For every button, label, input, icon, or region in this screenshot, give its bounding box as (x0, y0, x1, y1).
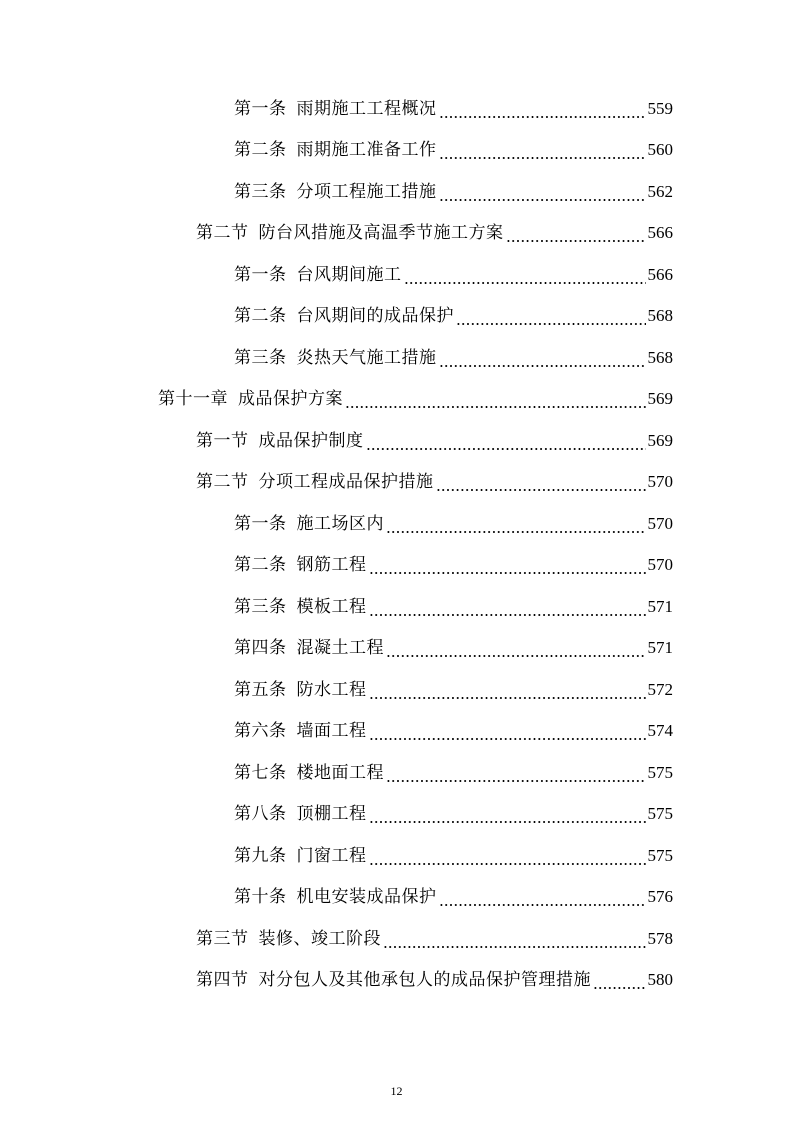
toc-dot-leader (439, 139, 646, 161)
toc-entry-page: 570 (647, 555, 673, 575)
toc-entry-number: 第二条 (234, 140, 287, 161)
toc-entry-page: 560 (647, 140, 673, 160)
toc-dot-leader (439, 98, 646, 120)
toc-entry-page: 571 (647, 638, 673, 658)
toc-entry-title: 雨期施工准备工作 (296, 140, 437, 161)
toc-dot-leader (439, 886, 646, 908)
toc-entry[interactable] (0, 88, 793, 130)
toc-entry[interactable] (0, 171, 793, 213)
toc-dot-leader (506, 222, 646, 244)
toc-dot-leader (386, 637, 646, 659)
toc-entry[interactable] (0, 835, 793, 877)
toc-entry[interactable] (0, 752, 793, 794)
toc-entry-page: 578 (647, 928, 673, 948)
toc-entry[interactable] (0, 960, 793, 1002)
toc-entry-number: 第一条 (234, 513, 287, 534)
toc-entry-page: 568 (647, 306, 673, 326)
toc-entry-page: 570 (647, 472, 673, 492)
toc-entry-title: 混凝土工程 (296, 638, 384, 659)
toc-entry-title: 模板工程 (296, 596, 367, 617)
toc-entry-number: 第五条 (234, 679, 287, 700)
toc-dot-leader (366, 430, 646, 452)
toc-entry-title: 成品保护制度 (258, 430, 364, 451)
toc-dot-leader (369, 803, 646, 825)
toc-entry[interactable] (0, 794, 793, 836)
toc-entry-page: 571 (647, 596, 673, 616)
toc-entry[interactable] (0, 918, 793, 960)
toc-entry-title: 装修、竣工阶段 (258, 928, 381, 949)
toc-entry[interactable] (0, 877, 793, 919)
toc-entry-number: 第十条 (234, 887, 287, 908)
toc-entry[interactable] (0, 628, 793, 670)
toc-dot-leader (456, 305, 646, 327)
page-number: 12 (390, 1084, 403, 1098)
toc-entry-title: 墙面工程 (296, 721, 367, 742)
toc-entry-title: 防水工程 (296, 679, 367, 700)
toc-entry-page: 569 (647, 430, 673, 450)
toc-entry-title: 门窗工程 (296, 845, 367, 866)
toc-entry-page: 572 (647, 679, 673, 699)
toc-entry-title: 炎热天气施工措施 (296, 347, 437, 368)
toc-entry-number: 第三条 (234, 347, 287, 368)
toc-entry-title: 台风期间施工 (296, 264, 402, 285)
toc-entry[interactable] (0, 545, 793, 587)
toc-entry-page: 559 (647, 98, 673, 118)
toc-entry-page: 566 (647, 264, 673, 284)
toc-dot-leader (369, 720, 646, 742)
toc-dot-leader (439, 181, 646, 203)
toc-dot-leader (345, 388, 646, 410)
toc-entry-number: 第一条 (234, 264, 287, 285)
toc-entry-title: 成品保护方案 (238, 389, 343, 410)
toc-dot-leader (386, 762, 646, 784)
toc-dot-leader (369, 554, 646, 576)
toc-entry[interactable] (0, 379, 793, 421)
toc-entry-number: 第二节 (196, 472, 249, 493)
toc-entry-number: 第十一章 (158, 389, 228, 410)
toc-entry[interactable] (0, 130, 793, 172)
toc-entry-number: 第三节 (196, 928, 249, 949)
toc-entry[interactable] (0, 337, 793, 379)
toc-entry-number: 第二节 (196, 223, 249, 244)
toc-entry-number: 第四节 (196, 970, 249, 991)
toc-entry[interactable] (0, 669, 793, 711)
toc-entry-page: 575 (647, 762, 673, 782)
toc-entry[interactable] (0, 213, 793, 255)
toc-dot-leader (386, 513, 646, 535)
toc-entry-title: 钢筋工程 (296, 555, 367, 576)
toc-entry-title: 分项工程施工措施 (296, 181, 437, 202)
toc-entry-number: 第三条 (234, 181, 287, 202)
toc-entry[interactable] (0, 420, 793, 462)
toc-entry-page: 562 (647, 181, 673, 201)
toc-entry-title: 对分包人及其他承包人的成品保护管理措施 (258, 970, 591, 991)
toc-entry-number: 第二条 (234, 555, 287, 576)
toc-entry[interactable] (0, 711, 793, 753)
toc-dot-leader (436, 471, 646, 493)
toc-entry[interactable] (0, 296, 793, 338)
toc-entry-page: 569 (647, 389, 673, 409)
toc-dot-leader (404, 264, 646, 286)
toc-entry-number: 第一条 (234, 98, 287, 119)
toc-entry-title: 防台风措施及高温季节施工方案 (258, 223, 504, 244)
toc-entry-title: 顶棚工程 (296, 804, 367, 825)
toc-entry-page: 575 (647, 804, 673, 824)
toc-entry-page: 566 (647, 223, 673, 243)
toc-entry[interactable] (0, 254, 793, 296)
toc-dot-leader (593, 969, 646, 991)
table-of-contents (0, 88, 793, 1001)
toc-entry-number: 第七条 (234, 762, 287, 783)
toc-entry-title: 机电安装成品保护 (296, 887, 437, 908)
toc-dot-leader (369, 679, 646, 701)
toc-entry-number: 第四条 (234, 638, 287, 659)
toc-entry-title: 台风期间的成品保护 (296, 306, 454, 327)
toc-entry-page: 568 (647, 347, 673, 367)
toc-entry-page: 570 (647, 513, 673, 533)
toc-entry-number: 第一节 (196, 430, 249, 451)
toc-entry-page: 575 (647, 845, 673, 865)
toc-entry[interactable] (0, 586, 793, 628)
toc-dot-leader (439, 347, 646, 369)
toc-entry[interactable] (0, 503, 793, 545)
toc-entry[interactable] (0, 462, 793, 504)
toc-entry-title: 分项工程成品保护措施 (258, 472, 434, 493)
toc-entry-title: 雨期施工工程概况 (296, 98, 437, 119)
toc-entry-number: 第二条 (234, 306, 287, 327)
toc-entry-number: 第六条 (234, 721, 287, 742)
toc-dot-leader (369, 596, 646, 618)
toc-dot-leader (369, 845, 646, 867)
toc-entry-title: 施工场区内 (296, 513, 384, 534)
toc-dot-leader (383, 928, 646, 950)
toc-entry-number: 第九条 (234, 845, 287, 866)
toc-entry-page: 576 (647, 887, 673, 907)
toc-entry-title: 楼地面工程 (296, 762, 384, 783)
toc-entry-number: 第三条 (234, 596, 287, 617)
toc-entry-page: 574 (647, 721, 673, 741)
toc-entry-number: 第八条 (234, 804, 287, 825)
toc-entry-page: 580 (647, 970, 673, 990)
